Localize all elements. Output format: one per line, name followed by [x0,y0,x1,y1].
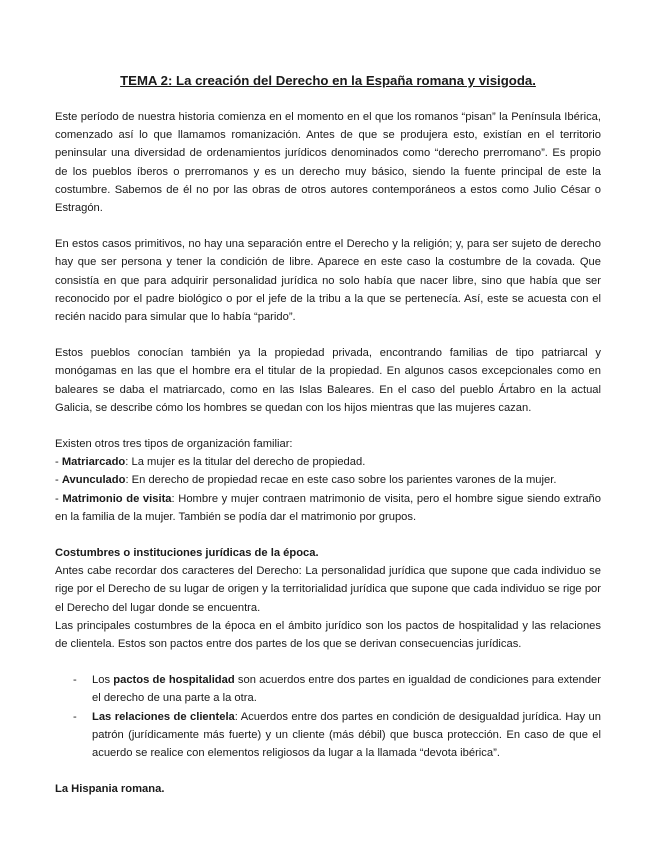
family-type-item: - Avunculado: En derecho de propiedad recae en este caso sobre los parientes varones de la mujer. [55,474,557,487]
family-type-term: Matriarcado [61,456,126,469]
paragraph-intro: Este período de nuestra historia comienza en el momento en el que los romanos “pisan” la Península Ibérica, comenzado así lo que llamamos romanización. Antes de que se produjera esto, existían en el territorio peninsular una diversidad de ordenamientos jurídicos denominados como “derecho prerromano”. Es propio de los pueblos íberos o prerromanos y es un derecho muy básico, siendo la fuente principal de este la costumbre. Sabemos de él no por las obras de otros autores contemporáneos a estos como Julio César o Estragón. [55,111,601,215]
bullet-item: - Los pactos de hospitalidad son acuerdos entre dos partes en igualdad de condiciones para extender el derecho de una parte a la otra. [55,671,601,707]
paragraph-covada: En estos casos primitivos, no hay una separación entre el Derecho y la religión; y, para ser sujeto de derecho hay que ser persona y tener la condición de libre. Aparece en este caso la costumbre de la covada. Que consistía en que para adquirir personalidad jurídica no solo había que nacer libre, sino que había que ser reconocido por el padre biológico o por el jefe de la tribu a la que se pertenecía. Así, este se acuesta con el recién nacido para simular que lo había “parido”. [55,238,601,324]
document-title: TEMA 2: La creación del Derecho en la España romana y visigoda. [120,73,536,88]
section-heading-customs: Costumbres o instituciones jurídicas de la época. [55,547,319,560]
bullet-term: pactos de hospitalidad [113,674,235,687]
paragraph-characters: Antes cabe recordar dos caracteres del Derecho: La personalidad jurídica que supone que cada individuo se rige por el Derecho de su lugar de origen y la territorialidad jurídica que supone que cada individuo se rige por el Derecho del lugar donde se encuentra. [55,565,601,614]
family-type-item: - Matriarcado: La mujer es la titular del derecho de propiedad. [55,456,366,469]
bullet-term: Las relaciones de clientela [92,710,235,723]
bullet-dash: - [73,710,77,723]
document-page [55,72,601,799]
family-type-term: Matrimonio de visita [62,492,172,505]
paragraph-pacts: Las principales costumbres de la época en el ámbito jurídico son los pactos de hospitalidad y las relaciones de clientela. Estos son pactos entre dos partes de los que se derivan consecuencias jurídicas. [55,619,601,651]
family-type-item: - Matrimonio de visita: Hombre y mujer contraen matrimonio de visita, pero el hombre sigue siendo extraño en la familia de la mujer. También se podía dar el matrimonio por grupos. [55,492,601,523]
bullet-dash: - [73,674,77,687]
paragraph-family-intro: Existen otros tres tipos de organización familiar: [55,438,293,451]
paragraph-property: Estos pueblos conocían también ya la propiedad privada, encontrando familias de tipo patriarcal y monógamas en las que el hombre era el titular de la propiedad. En algunos casos excepcionales como en baleares se daba el matriarcado, como en las Islas Baleares. En el caso del pueblo Ártabro en la actual Galicia, se describe cómo los hombres se quedan con los hijos mientras que las mujeres cazan. [55,347,601,414]
family-type-term: Avunculado [61,474,126,487]
section-heading-hispania: La Hispania romana. [55,783,165,796]
bullet-item: - Las relaciones de clientela: Acuerdos entre dos partes en condición de desigualdad jurídica. Hay un patrón (jurídicamente más fuerte) y un cliente (más débil) que busca protección. En caso de que el acuerdo se realice con elementos religiosos da lugar a la llamada “devota ibérica”. [55,708,601,763]
